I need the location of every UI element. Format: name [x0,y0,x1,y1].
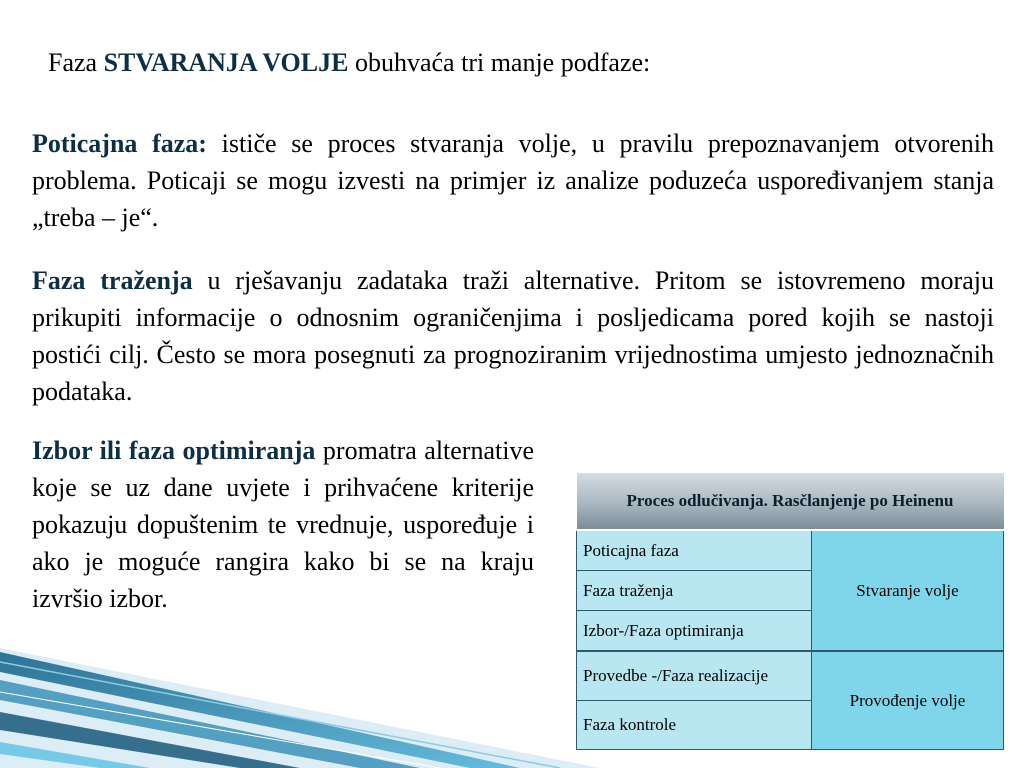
heinen-process-table [576,473,1004,750]
paragraph-text: u rješavanju zadataka traži alternative. Pritom se istovremeno moraju prikupiti informacije o odnosnim ograničenjima i posljedicama pored kojih se nastoji postići cilj. Često se mora posegnuti za prognoziranim vrijednostima umjesto jednoznačnih podataka. [32,266,994,406]
table-cell-phase: Izbor-/Faza optimiranja [577,611,812,652]
table-title: Proces odlučivanja. Rasčlanjenje po Heinenu [577,473,1004,530]
table-group-provodenje-volje: Provođenje volje [812,651,1004,750]
intro-line [48,46,948,80]
paragraph-faza-optimiranja [32,432,534,617]
paragraph-keyword: Izbor ili faza optimiranja [32,436,316,465]
paragraph-poticajna-faza [32,125,994,236]
paragraph-text: promatra alternative koje se uz dane uvjete i prihvaćene kriterije pokazuju dopuštenim te vrednuje, uspoređuje i ako je moguće rangira kako bi se na kraju izvršio izbor. [32,436,534,613]
paragraph-keyword: Faza traženja [32,266,193,295]
table-cell-phase: Poticajna faza [577,530,812,571]
paragraph-text: ističe se proces stvaranja volje, u pravilu prepoznavanjem otvorenih problema. Poticaji se mogu izvesti na primjer iz analize poduzeća uspoređivanjem stanja „treba – je“. [32,129,995,232]
paragraph-keyword: Poticajna faza: [32,129,207,158]
table-group-stvaranje-volje: Stvaranje volje [812,530,1004,651]
table-cell-phase: Faza traženja [577,571,812,611]
paragraph-faza-trazenja [32,262,994,410]
intro-keyword: STVARANJA VOLJE [103,48,349,77]
table-cell-phase: Faza kontrole [577,701,812,750]
intro-suffix: obuhvaća tri manje podfaze: [348,48,651,77]
table-cell-phase: Provedbe -/Faza realizacije [577,651,812,701]
intro-prefix: Faza [48,48,104,77]
